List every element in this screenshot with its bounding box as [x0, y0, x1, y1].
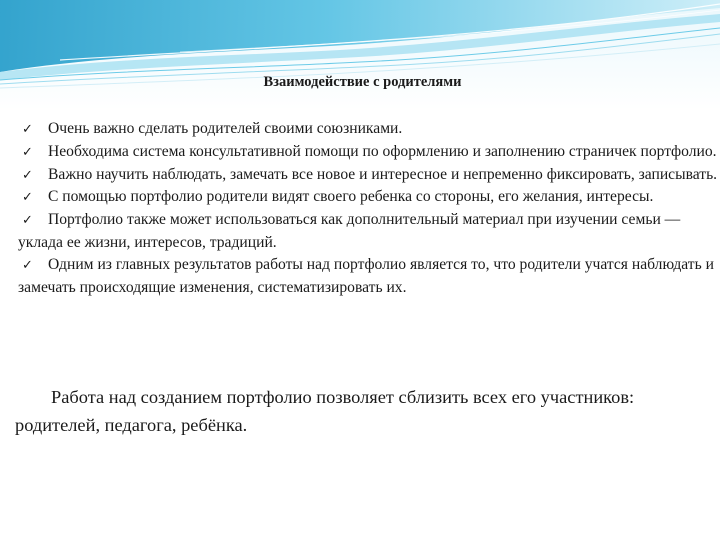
- list-item-text: Важно научить наблюдать, замечать все новое и интересное и непременно фиксировать, записывать.: [48, 165, 718, 183]
- list-item: [18, 118, 718, 141]
- closing-paragraph: Работа над созданием портфолио позволяет сблизить всех его участников: родителей, педагога, ребёнка.: [15, 387, 635, 435]
- list-item-text: Одним из главных результатов работы над портфолио является то, что родители учатся наблюдать и замечать происходящие изменения, систематизировать их.: [18, 255, 714, 296]
- checkmark-icon: ✓: [22, 144, 33, 160]
- header-wave-decoration: [0, 0, 720, 110]
- list-item-text: Очень важно сделать родителей своими союзниками.: [48, 120, 403, 137]
- slide-title: Взаимодействие с родителями: [263, 74, 462, 90]
- checkmark-icon: ✓: [22, 213, 33, 229]
- checkmark-icon: ✓: [22, 167, 33, 183]
- checkmark-icon: ✓: [22, 190, 33, 206]
- list-item-text: Портфолио также может использоваться как дополнительный материал при изучении семьи — уклада ее жизни, интересов, традиций.: [18, 211, 681, 251]
- bullet-list: [18, 118, 718, 298]
- checkmark-icon: ✓: [22, 257, 33, 273]
- list-item: [18, 141, 718, 164]
- list-item-text: С помощью портфолио родители видят своего ребенка со стороны, его желания, интересы.: [48, 188, 654, 206]
- list-item: [18, 186, 718, 209]
- list-item: [18, 164, 718, 187]
- list-item: [18, 254, 718, 299]
- checkmark-icon: ✓: [22, 122, 33, 137]
- list-item: [18, 209, 718, 254]
- list-item-text: Необходима система консультативной помощи по оформлению и заполнению страничек портфолио.: [48, 142, 717, 160]
